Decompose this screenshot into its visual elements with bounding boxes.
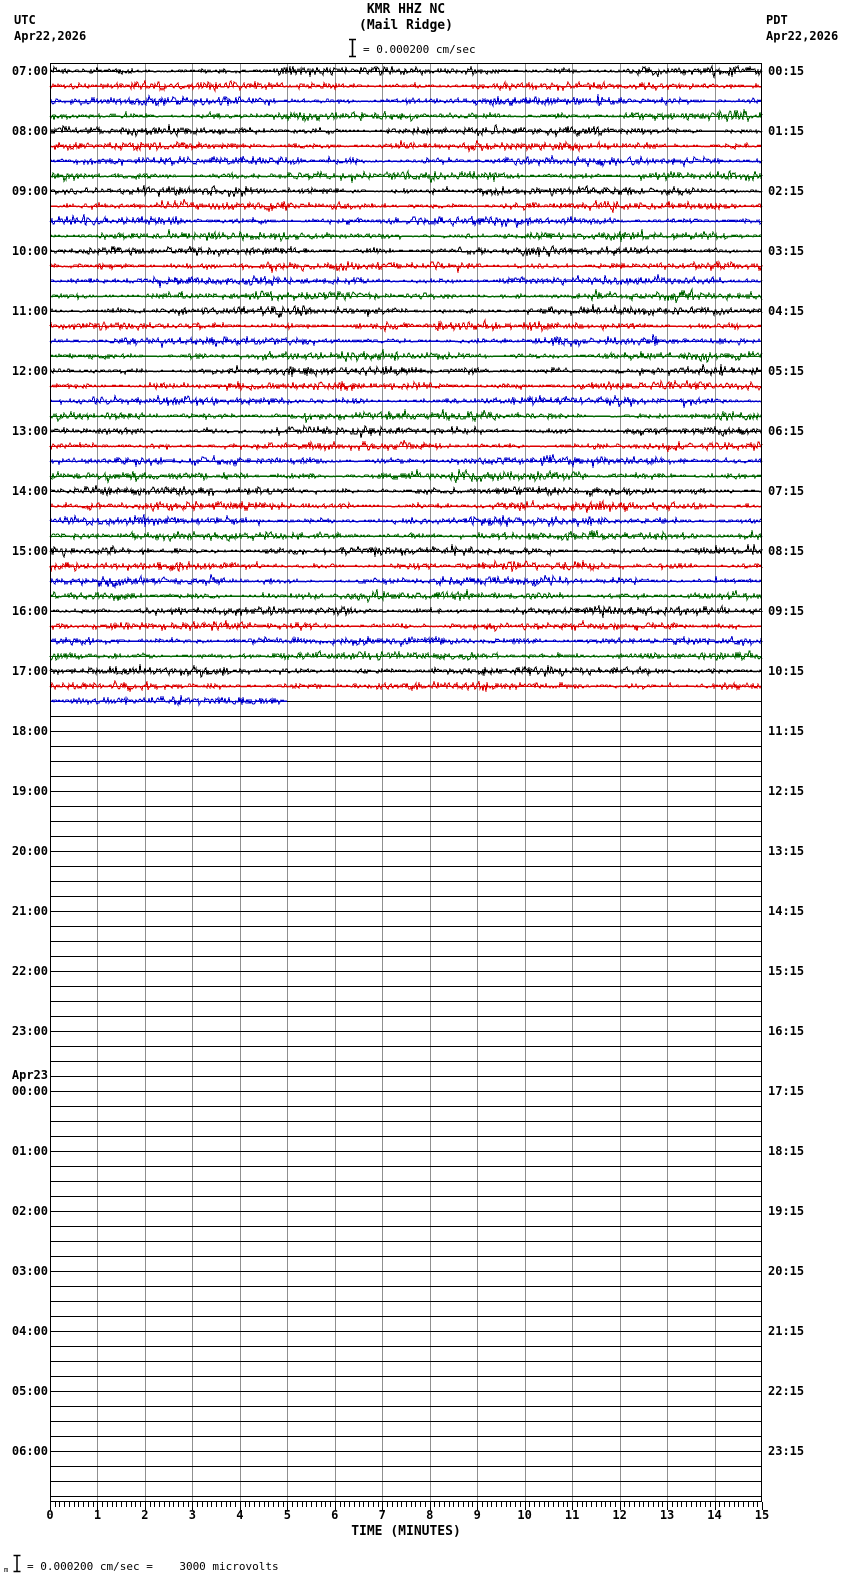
utc-hour-label: 01:00 xyxy=(11,1144,48,1158)
utc-hour-label: 14:00 xyxy=(11,484,48,498)
pdt-hour-label: 04:15 xyxy=(768,304,805,318)
right-date-label: Apr22,2026 xyxy=(766,29,839,43)
utc-hour-label: 10:00 xyxy=(11,244,48,258)
pdt-hour-label: 17:15 xyxy=(768,1084,805,1098)
x-tick-label: 9 xyxy=(473,1508,481,1522)
station-title: KMR HHZ NC xyxy=(366,2,446,17)
x-tick-label: 11 xyxy=(564,1508,580,1522)
x-tick-label: 0 xyxy=(46,1508,54,1522)
utc-hour-label: 11:00 xyxy=(11,304,48,318)
calibration-note: = 0.000200 cm/sec = 3000 microvolts xyxy=(27,1560,279,1573)
x-tick-label: 6 xyxy=(331,1508,339,1522)
pdt-hour-label: 00:15 xyxy=(768,64,805,78)
utc-hour-label: 06:00 xyxy=(11,1444,48,1458)
utc-hour-label: 20:00 xyxy=(11,844,48,858)
pdt-hour-label: 09:15 xyxy=(768,604,805,618)
right-timezone-label: PDT xyxy=(766,13,788,27)
utc-hour-label: 07:00 xyxy=(11,64,48,78)
pdt-hour-label: 12:15 xyxy=(768,784,805,798)
pdt-hour-label: 16:15 xyxy=(768,1024,805,1038)
utc-hour-label: 02:00 xyxy=(11,1204,48,1218)
note-prefix-glyph: m xyxy=(4,1566,9,1574)
x-tick-label: 13 xyxy=(659,1508,675,1522)
left-timezone-label: UTC xyxy=(14,13,36,27)
pdt-hour-label: 05:15 xyxy=(768,364,805,378)
utc-hour-label: 21:00 xyxy=(11,904,48,918)
utc-hour-label: 23:00 xyxy=(11,1024,48,1038)
x-tick-label: 12 xyxy=(612,1508,627,1522)
x-axis-title: TIME (MINUTES) xyxy=(351,1524,461,1539)
pdt-hour-label: 07:15 xyxy=(768,484,805,498)
x-tick-label: 7 xyxy=(378,1508,386,1522)
x-tick-label: 2 xyxy=(141,1508,149,1522)
station-subtitle: (Mail Ridge) xyxy=(359,18,453,33)
pdt-hour-label: 20:15 xyxy=(768,1264,805,1278)
pdt-hour-label: 01:15 xyxy=(768,124,805,138)
utc-hour-label: 04:00 xyxy=(11,1324,48,1338)
pdt-hour-label: 18:15 xyxy=(768,1144,805,1158)
utc-date-rollover-label: Apr23 xyxy=(11,1068,48,1082)
pdt-hour-label: 15:15 xyxy=(768,964,805,978)
utc-hour-label: 16:00 xyxy=(11,604,48,618)
pdt-hour-label: 02:15 xyxy=(768,184,805,198)
x-tick-label: 1 xyxy=(93,1508,102,1522)
x-tick-label: 4 xyxy=(236,1508,244,1522)
utc-hour-label: 17:00 xyxy=(11,664,48,678)
utc-hour-label: 00:00 xyxy=(11,1084,48,1098)
pdt-hour-label: 22:15 xyxy=(768,1384,805,1398)
scale-text: = 0.000200 cm/sec xyxy=(363,43,476,56)
x-tick-label: 15 xyxy=(754,1508,770,1522)
flat-trace-lines xyxy=(50,702,762,1497)
pdt-hour-label: 21:15 xyxy=(768,1324,805,1338)
utc-hour-label: 15:00 xyxy=(11,544,48,558)
pdt-hour-label: 11:15 xyxy=(768,724,805,738)
pdt-hour-label: 03:15 xyxy=(768,244,805,258)
note-ibeam-icon xyxy=(12,1554,22,1573)
left-date-label: Apr22,2026 xyxy=(14,29,87,43)
utc-hour-label: 22:00 xyxy=(11,964,48,978)
pdt-hour-label: 23:15 xyxy=(768,1444,805,1458)
utc-hour-label: 12:00 xyxy=(11,364,48,378)
utc-hour-label: 18:00 xyxy=(11,724,48,738)
pdt-hour-label: 14:15 xyxy=(768,904,805,918)
utc-hour-label: 08:00 xyxy=(11,124,48,138)
utc-hour-label: 05:00 xyxy=(11,1384,48,1398)
pdt-hour-label: 19:15 xyxy=(768,1204,805,1218)
utc-hour-label: 19:00 xyxy=(11,784,48,798)
seismic-traces xyxy=(50,66,762,705)
x-tick-label: 10 xyxy=(517,1508,532,1522)
x-tick-label: 5 xyxy=(283,1508,291,1522)
utc-hour-label: 03:00 xyxy=(11,1264,48,1278)
x-tick-label: 8 xyxy=(426,1508,434,1522)
utc-hour-label: 09:00 xyxy=(11,184,48,198)
pdt-hour-label: 13:15 xyxy=(768,844,805,858)
x-tick-label: 3 xyxy=(188,1508,196,1522)
x-tick-label: 14 xyxy=(707,1508,722,1522)
pdt-hour-label: 10:15 xyxy=(768,664,805,678)
pdt-hour-label: 06:15 xyxy=(768,424,805,438)
pdt-hour-label: 08:15 xyxy=(768,544,805,558)
utc-hour-label: 13:00 xyxy=(11,424,48,438)
